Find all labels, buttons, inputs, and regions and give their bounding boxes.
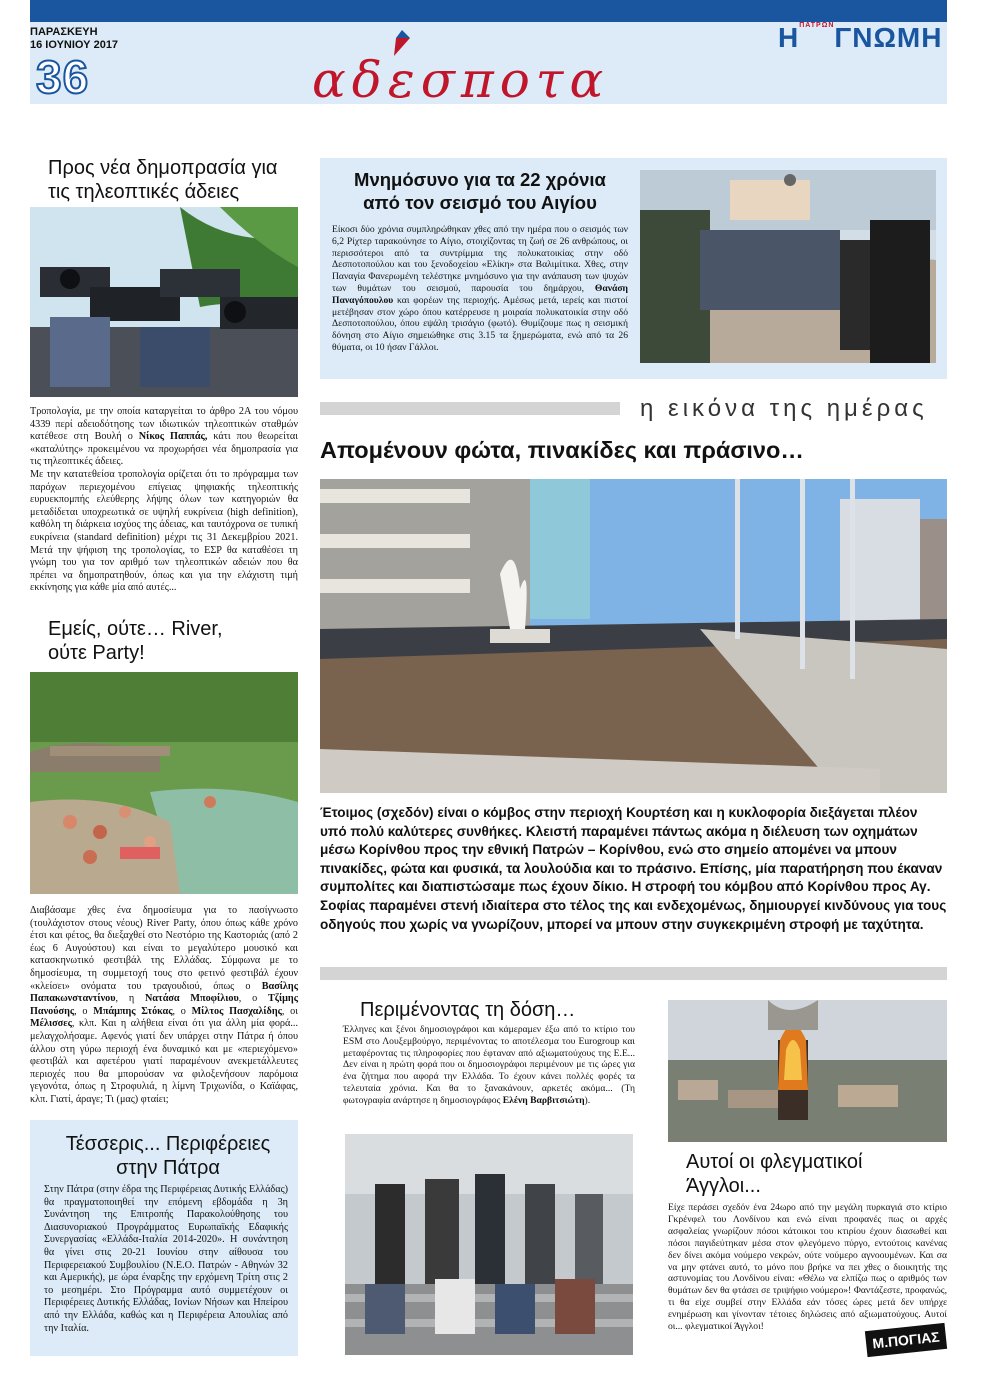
picture-kicker: η εικόνα της ημέρας [640, 395, 928, 422]
memorial-title-line2: από τον σεισμό του Αιγίου [363, 192, 597, 213]
regions-title-line1: Τέσσερις... Περιφέρειες [65, 1133, 271, 1155]
river-b2: Νατάσα Μποφίλιου [144, 993, 239, 1005]
river-t6: , οι [281, 1005, 298, 1017]
memorial-t1: Είκοσι δύο χρόνια συμπληρώθηκαν χθες από την ημέρα που ο σεισμός των 6,2 Ρίχτερ ταρακούνησε το Αίγιο, στοιχίζοντας τη ζωή σε 26 ανθρώπους, οι περισσότεροι από τα συντρίμμια της πολυκατοικίας στην οδό Δεσποτοπούλου και του ξενοδοχείου «Ελίκη» στα Βαλιμίτικα. Χθες, στην Παναγία Φανερωμένη τελέστηκε μνημόσυνο για την ανάπαυση των ψυχών των θυμάτων του σεισμού, παρουσία του δημάρχου, [332, 224, 628, 294]
river-title-line2: ούτε Party! [48, 642, 145, 664]
river-t4: , ο [74, 1005, 94, 1017]
page-number: 36 [36, 51, 90, 103]
river-title-line1: Εμείς, ούτε… River, [48, 618, 223, 640]
river-t1: Διαβάσαμε χθες ένα δημοσίευμα για το πασίγνωστο (τουλάχιστον στους νέους) River Party, όπου όπως κάθε χρόνο έτσι και φέτος, θα διεξαχθεί στο Νεστόριο της Καστοριάς (από 2 έως 6 Αυγούστου) και είναι το μεγαλύτερο μουσικό και κατασκηνωτικό φεστιβάλ της Ελλάδας. Σύμφωνα με το δημοσίευμα, τη συμμετοχή τους στο φετινό φεστιβάλ έχουν «κλείσει» ονόματα του τραγουδιού, όπως ο [30, 905, 298, 992]
waiting-body [343, 1024, 635, 1107]
picture-title: Απομένουν φώτα, πινακίδες και πράσινο… [320, 437, 804, 463]
memorial-t2: και φορέων της περιοχής. Αμέσως μετά, ιερείς και πιστοί μετέβησαν στον χώρο όπου κατέρρευσε η μοιραία πολυκατοικία στην οδό Δεσποτοπούλου, όπου εψάλη τρισάγιο (φωτό). Θυμίζουμε πως η σεισμική δόνηση στο Αίγιο σημειώθηκε στις 3.15 τα ξημερώματα, ενώ από τα 26 θύματα, οι 10 ήσαν Γάλλοι. [332, 294, 628, 353]
memorial-photo [640, 170, 936, 363]
junction-image [320, 479, 947, 793]
auction-p1-text: Τροπολογία, με την οποία καταργείται το άρθρο 2Α του νόμου 4339 περί αδειοδότησης των ιδιωτικών τηλεοπτικών σταθμών κατέθεσε στη Βουλή ο [30, 406, 298, 443]
auction-p1-end: κάτι που θεωρείται «καταλύτης» προκειμένου να προχωρήσει νέα δημοπρασία για τις τηλεοπτικές άδειες. [30, 431, 298, 468]
top-bar [30, 0, 947, 22]
tv-cameras-photo [30, 207, 298, 397]
section-title: αδεσποτα [312, 51, 610, 109]
waiting-headline: Περιμένοντας τη δόση… [360, 999, 576, 1021]
river-t5: , ο [172, 1005, 192, 1017]
regions-headline [48, 1132, 288, 1180]
memorial-body [332, 224, 628, 354]
issue-day: ΠΑΡΑΣΚΕΥΗ [30, 26, 98, 38]
river-headline [48, 617, 298, 665]
auction-title-line1: Προς νέα δημοπρασία για [48, 157, 278, 179]
river-paragraph [30, 905, 298, 1107]
logo-name: ΓΝΩΜΗ [834, 22, 943, 53]
issue-date-text: 16 ΙΟΥΝΙΟΥ 2017 [30, 39, 119, 51]
picture-caption: Έτοιμος (σχεδόν) είναι ο κόμβος στην περιοχή Κουρτέση και η κυκλοφορία διεξάγεται πλέον υπό πολύ καλύτερες συνθήκες. Κλειστή παραμένει πάντως ακόμα η διέλευση των οχημάτων μέσω Κορίνθου προς την εθνική Πατρών – Κορίνθου, ενώ στο σημείο απομένει να μπουν πινακίδες, φώτα και φυσικά, τα λουλούδια και το πράσινο. Επίσης, μία παρατήρηση που έκαναν συμπολίτες και διαπιστώσαμε πως έχουν δίκιο. Η στροφή του κόμβου από Κορίνθου προς Αγ. Σοφίας παραμένει στενή ιδιαίτερα στο τέλος της και ενδεχομένως, δημιουργεί κινδύνους για τους οδηγούς που χωρίς να γνωρίζουν, μπορεί να μπουν στην συγκεκριμένη στροφή με ταχύτητα. [320, 805, 947, 932]
auction-paragraph-2: Με την κατατεθείσα τροπολογία ορίζεται ότι το πρόγραμμα των παρόχων περιεχομένου επίγειας ψηφιακής τηλεοπτικής ευρυεκπομπής ελεύθερης λήψης όλων των κατηγοριών θα μεταδίδεται υποχρεωτικά σε υψηλή ευκρίνεια (high definition), καθόλη τη διάρκεια ισχύος της άδειας, και ταυτόχρονα σε τυπική ευκρίνεια (standard definition) μέχρι τις 31 Δεκεμβρίου 2021. Μετά την ψήφιση της τροπολογίας, το ΕΣΡ θα καταθέσει τη γνώμη του για τον αριθμό των τηλεοπτικών αδειών που θα πρέπει να δημοπρατηθούν, όπως και για την ελάχιστη τιμή εκκίνησης για κάθε μία από αυτές... [30, 468, 298, 594]
regions-body: Στην Πάτρα (στην έδρα της Περιφέρειας Δυτικής Ελλάδας) θα πραγματοποιηθεί την επόμενη εβδομάδα η 3η Συνάντηση της Επιτροπής Παρακολούθησης του Διασυνοριακού Προγράμματος Ευρωπαϊκής Εδαφικής Συνεργασίας «Ελλάδα-Ιταλία 2014-2020». Η συνάντηση θα γίνει στις 20-21 Ιουνίου στην αίθουσα του Περιφερειακού Συμβουλίου (Ν.Ε.Ο. Πατρών - Αθηνών 32 και Αμερικής), με ώρα έναρξης την ερχόμενη Τρίτη στις 2 το μεσημέρι. Στο Πρόγραμμα αυτό συμμετέχουν οι Περιφέρειες Δυτικής Ελλάδας, Ιονίων Νήσων και Ηπείρου από την Ελλάδα, καθώς και η Περιφέρεια Απουλίας από την Ιταλία. [44, 1184, 288, 1334]
auction-p1-bold: Νίκος Παππάς, [138, 431, 208, 443]
river-t3: , ο [238, 993, 268, 1005]
waiting-text: Έλληνες και ξένοι δημοσιογράφοι και κάμεραμεν έξω από το κτίριο του ESM στο Λουξεμβούργο, περιμένοντας το αποτέλεσμα του Eurogroup και μεταφέροντας τις πληροφορίες που έφταναν από αξιωματούχους της Ε.Ε... Δεν είναι η πρώτη φορά που οι δημοσιογράφοι περιμένουν με τις ώρες για ένα ζήτημα που αφορά την Ελλάδα. Το έχουν κάνει πολλές φορές τα τελευταία χρόνια. Και θα το ξανακάνουν, αρκετές ακόμα... (Τη φωτογραφία ανάρτησε η δημοσιογράφος [343, 1024, 635, 1106]
river-body [30, 905, 298, 1107]
river-party-photo [30, 672, 298, 894]
river-t2: , η [115, 993, 145, 1005]
english-body: Είχε περάσει σχεδόν ένα 24ωρο από την μεγάλη πυρκαγιά στο κτίριο Γκρένφελ του Λονδίνου και ενώ είναι προφανές πως οι αρχές ασφαλείας γνωρίζουν πόσοι κάτοικοι του κτιρίου έχουν διασωθεί και πόσοι παγιδεύτηκαν μέσα στον φλεγόμενο πύργο, εντούτοις κανένας δεν δίνει ακόμα νούμερο νεκρών, ούτε νούμερο αγνοουμένων. Και σα να μην φτάνει αυτό, το μόνο που βρήκε να πει χθες ο διοικητής της αστυνομίας του Λονδίνου είναι: «Θέλω να ελπίζω πως ο αριθμός των θυμάτων δεν θα φτάσει σε τριψήφιο νούμερο»! Φαντάζεστε, προφανώς, τι θα είχε συμβεί στην Ελλάδα εάν τόσες ώρες μετά δεν υπήρχε ενημέρωση και γίνονταν τέτοιες δηλώσεις από αξιωματούχους. Αυτοί οι... φλεγματικοί Άγγλοι! [668, 1202, 947, 1333]
tv-cameras-image [30, 207, 298, 397]
river-b6: Μέλισσες [30, 1018, 72, 1030]
regions-title-line2: στην Πάτρα [116, 1157, 220, 1179]
waiting-end: ). [584, 1094, 591, 1106]
memorial-image [640, 170, 936, 363]
newspaper-logo [778, 22, 942, 54]
english-headline [686, 1150, 936, 1198]
memorial-headline [330, 168, 630, 214]
london-fire-image [668, 1000, 947, 1142]
river-b3: Τζίμης Πανούσης [30, 993, 298, 1017]
logo-small-text: ΠΑΤΡΩΝ [799, 22, 835, 29]
english-title-line1: Αυτοί οι φλεγματικοί [686, 1151, 863, 1173]
river-party-image [30, 672, 298, 894]
london-fire-photo [668, 1000, 947, 1142]
logo-article: Η [778, 22, 800, 53]
author-signature: Μ.ΠΟΓΙΑΣ [865, 1323, 947, 1357]
auction-paragraph-1 [30, 406, 298, 469]
river-t7: , κλπ. Και η αλήθεια είναι ότι για άλλη μία φορά... μελαγχολήσαμε. Αφενός γιατί δεν υπάρχει στην Πάτρα ή όπου άλλου στη γύρω περιοχή ένα δυναμικό και με «περιεχόμενο» φεστιβάλ και αφετέρου γιατί παραμένουν ανεκμετάλλευτες περιοχές που θα μπορούσαν να φιλοξενήσουν παρόμοια γεγονότα, όπως η Στροφυλιά, η λίμνη Τριχωνίδα, ο Καϊάφας, κλπ. Γιατί, άραγε; Τι (μας) φταίει; [30, 1018, 298, 1105]
river-b4: Μπάμπης Στόκας [93, 1005, 173, 1017]
section-divider [320, 967, 947, 980]
auction-headline [48, 156, 298, 204]
journalists-image [345, 1134, 633, 1355]
waiting-bold: Ελένη Βαρβιτσιώτη [502, 1094, 585, 1106]
river-b5: Μίλτος Πασχαλίδης [191, 1005, 282, 1017]
journalists-photo [345, 1134, 633, 1355]
auction-body [30, 406, 298, 595]
picture-kicker-rule [320, 402, 620, 415]
auction-title-line2: τις τηλεοπτικές άδειες [48, 181, 240, 203]
issue-date [30, 26, 118, 52]
english-title-line2: Άγγλοι... [686, 1175, 761, 1197]
memorial-title-line1: Μνημόσυνο για τα 22 χρόνια [354, 169, 606, 190]
river-b1: Βασίλης Παπακωνσταντίνου [30, 980, 298, 1005]
junction-photo [320, 479, 947, 793]
memorial-b1: Θανάση Παναγόπουλου [332, 282, 628, 306]
